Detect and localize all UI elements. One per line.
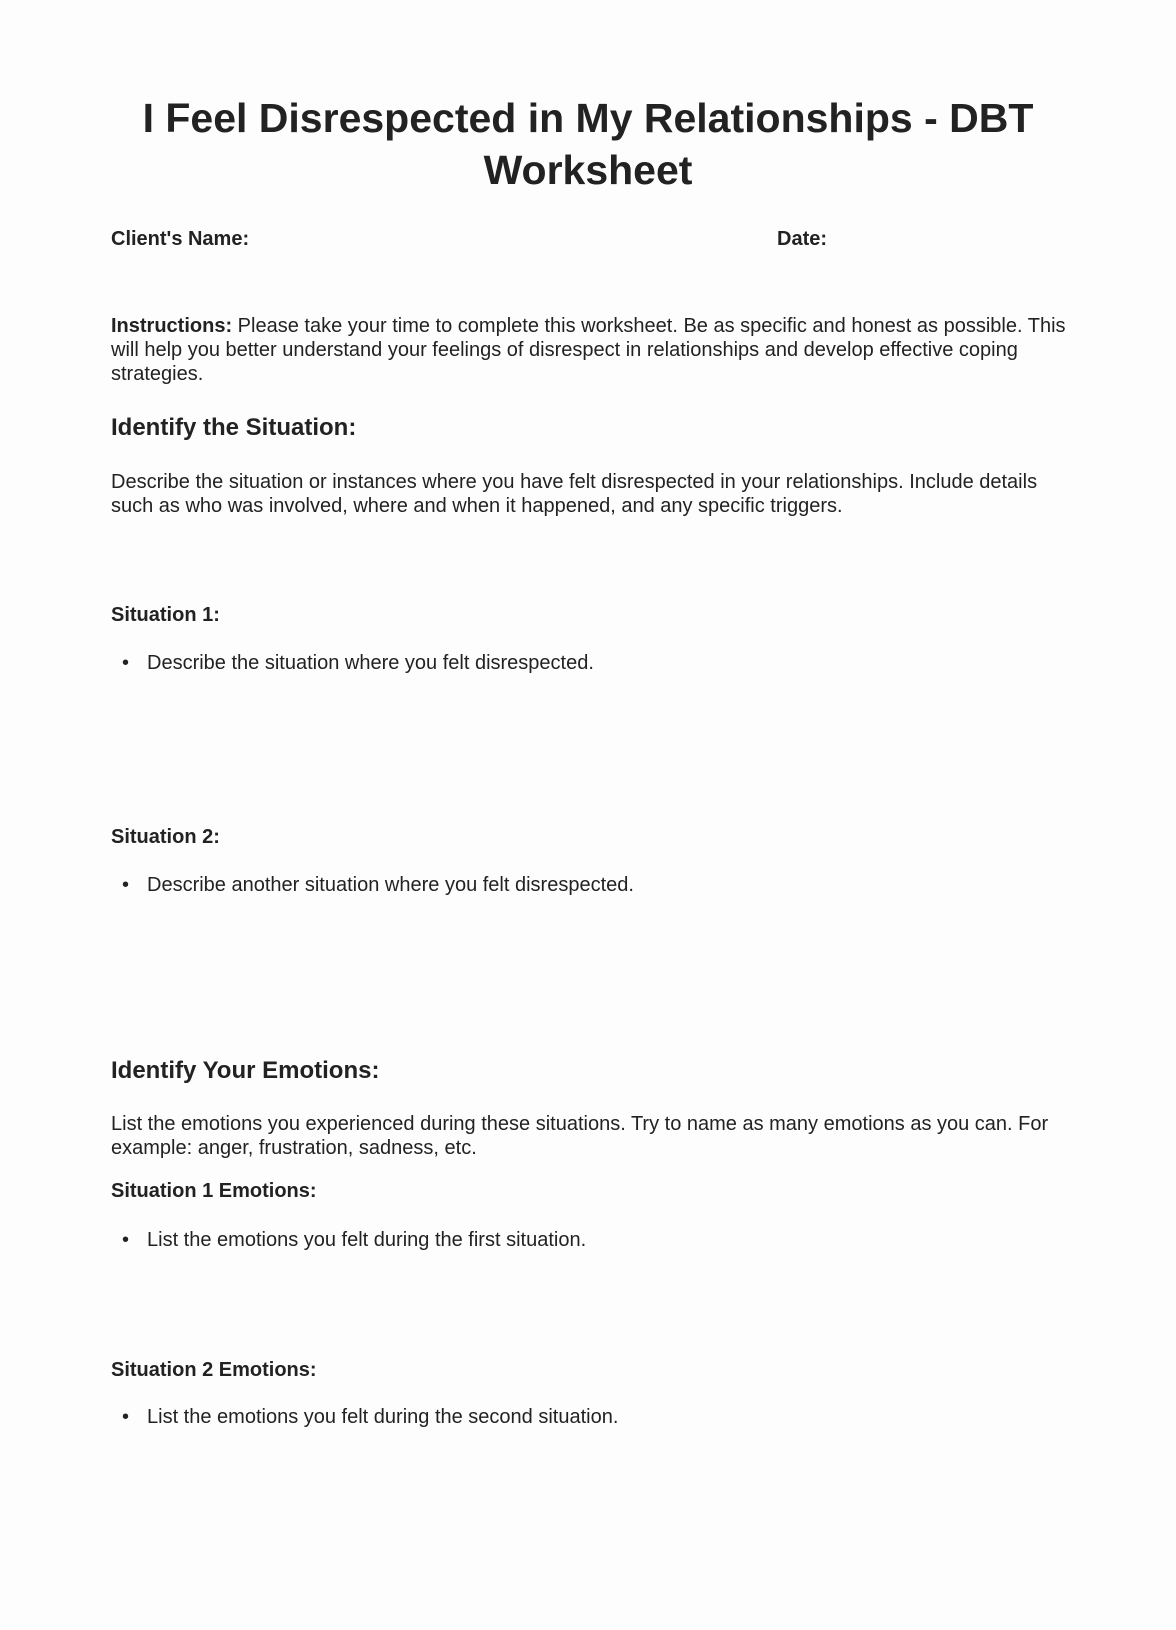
- situation-2-emotions-label: Situation 2 Emotions:: [111, 1359, 317, 1381]
- section-heading-situation: Identify the Situation:: [111, 414, 357, 441]
- emotions-description: List the emotions you experienced during these situations. Try to name as many emotions as you can. For example: anger, frustration, sadness, etc.: [111, 1113, 1049, 1159]
- list-item: • Describe the situation where you felt disrespected.: [128, 652, 594, 675]
- list-item: • List the emotions you felt during the second situation.: [128, 1406, 618, 1429]
- situation-2-label: Situation 2:: [111, 826, 220, 848]
- situation-1-label: Situation 1:: [111, 604, 220, 626]
- list-item: • List the emotions you felt during the first situation.: [128, 1229, 586, 1252]
- list-item: • Describe another situation where you felt disrespected.: [128, 874, 634, 897]
- situation-description: Describe the situation or instances where you have felt disrespected in your relationships. Include details such as who was involved, where and when it happened, and any specific triggers.: [111, 471, 1038, 517]
- page-title: I Feel Disrespected in My Relationships - DBT Worksheet: [142, 95, 1034, 193]
- section-heading-emotions: Identify Your Emotions:: [111, 1057, 380, 1084]
- date-label: Date:: [777, 228, 828, 250]
- client-name-label: Client's Name:: [111, 228, 250, 250]
- situation-1-emotions-label: Situation 1 Emotions:: [111, 1180, 317, 1202]
- instructions-text: Please take your time to complete this worksheet. Be as specific and honest as possible. This will help you better understand your feelings of disrespect in relationships and develop effective coping strategies.: [111, 315, 1066, 385]
- instructions: [111, 314, 1071, 386]
- instructions-label: Instructions:: [111, 315, 233, 337]
